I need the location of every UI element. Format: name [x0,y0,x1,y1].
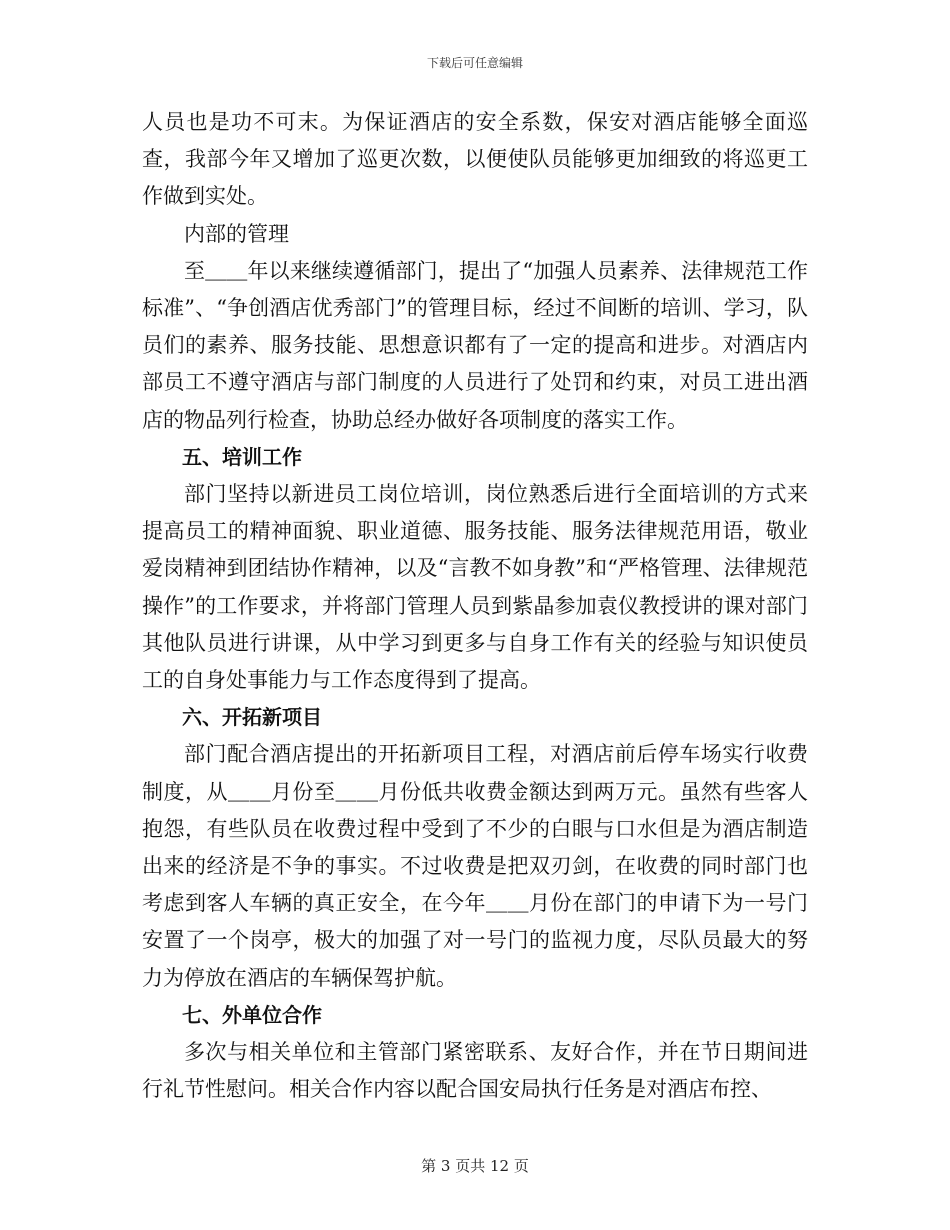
section-heading-new-projects: 六、开拓新项目 [182,705,322,730]
document-body [142,104,808,1108]
page-number: 第 3 页共 12 页 [421,1157,529,1175]
section-heading-external-cooperation: 七、外单位合作 [182,1002,322,1027]
paragraph-training: 部门坚持以新进员工岗位培训，岗位熟悉后进行全面培训的方式来提高员工的精神面貌、职业道德、服务技能、服务法律规范用语，敬业爱岗精神到团结协作精神，以及“言教不如身教”和“严格管理、法律规范操作”的工作要求，并将部门管理人员到紫晶参加袁仪教授讲的课对部门其他队员进行讲课，从中学习到更多与自身工作有关的经验与知识使员工的自身处事能力与工作态度得到了提高。 [142,482,808,693]
section-heading-training: 五、培训工作 [182,444,302,469]
paragraph-new-projects: 部门配合酒店提出的开拓新项目工程，对酒店前后停车场实行收费制度，从＿＿月份至＿＿月份低共收费金额达到两万元。虽然有些客人抱怨，有些队员在收费过程中受到了不少的白眼与口水但是为酒店制造出来的经济是不争的事实。不过收费是把双刃剑，在收费的同时部门也考虑到客人车辆的真正安全，在今年＿＿月份在部门的申请下为一号门安置了一个岗亭，极大的加强了对一号门的监视力度，尽队员最大的努力为停放在酒店的车辆保驾护航。 [142,742,808,990]
subtitle-internal-management: 内部的管理 [184,221,289,246]
paragraph-security-patrol: 人员也是功不可末。为保证酒店的安全系数，保安对酒店能够全面巡查，我部今年又增加了巡更次数，以便使队员能够更加细致的将巡更工作做到实处。 [142,110,808,209]
paragraph-internal-management: 至＿＿年以来继续遵循部门，提出了“加强人员素养、法律规范工作标准”、“争创酒店优秀部门”的管理目标，经过不间断的培训、学习，队员们的素养、服务技能、思想意识都有了一定的提高和进步。对酒店内部员工不遵守酒店与部门制度的人员进行了处罚和约束，对员工进出酒店的物品列行检查，协助总经办做好各项制度的落实工作。 [142,258,808,432]
paragraph-external-cooperation: 多次与相关单位和主管部门紧密联系、友好合作，并在节日期间进行礼节性慰问。相关合作内容以配合国安局执行任务是对酒店布控、 [142,1040,808,1102]
page-header-note: 下载后可任意编辑 [426,56,523,70]
